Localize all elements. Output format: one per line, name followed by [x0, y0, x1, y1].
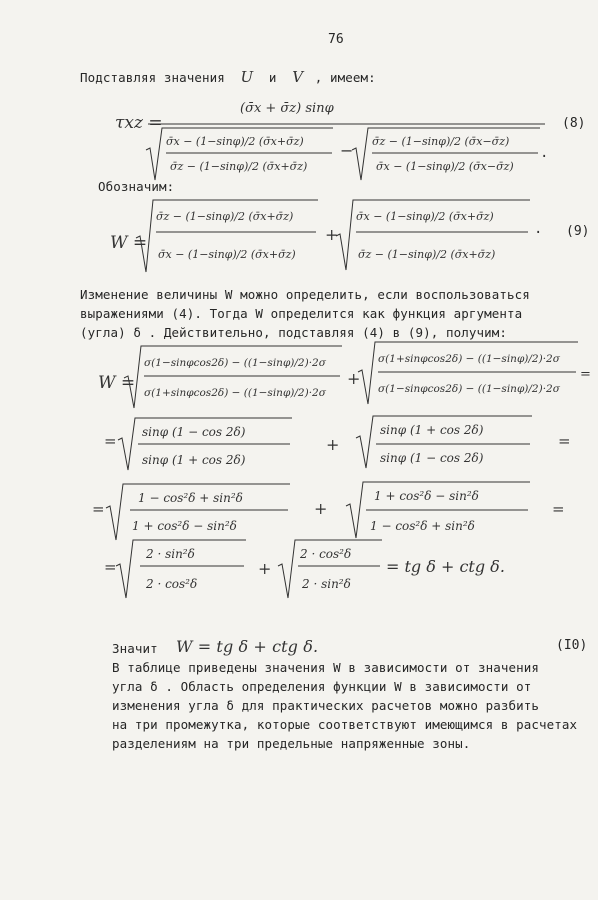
- d3-r2-top: 1 + cos²δ − sin²δ: [374, 489, 479, 503]
- d2-r2-top: sinφ (1 + cos 2δ): [380, 423, 484, 437]
- eq10-number: (I0): [556, 638, 588, 653]
- eq10-label: Значит: [112, 641, 158, 656]
- eq8-numerator: (σ̄x + σ̄z) sinφ: [240, 101, 334, 116]
- d1-r1-top: σ(1−sinφcos2δ) − ((1−sinφ)/2)·2σ: [144, 357, 326, 369]
- denote-label: Обозначим:: [98, 179, 175, 194]
- eq8-root2-bottom: σ̄x − (1−sinφ)/2 (σ̄x−σ̄z): [376, 160, 514, 173]
- d4-r2-bottom: 2 · sin²δ: [302, 577, 351, 591]
- d1-lhs: W =: [98, 373, 136, 393]
- eq8-root2-top: σ̄z − (1−sinφ)/2 (σ̄x−σ̄z): [372, 135, 510, 148]
- derivation-line-4: [104, 540, 505, 598]
- d4-r2-top: 2 · cos²δ: [300, 547, 352, 561]
- d2-r2-bottom: sinφ (1 − cos 2δ): [380, 451, 484, 465]
- derivation-line-2: [104, 416, 571, 470]
- paragraph-2-line: В таблице приведены значения W в зависимости от значения: [112, 660, 540, 675]
- equation-9: [110, 200, 542, 272]
- eq8-root1-top: σ̄x − (1−sinφ)/2 (σ̄x+σ̄z): [166, 135, 304, 148]
- intro-conj: и: [268, 70, 277, 85]
- derivation-line-1: [98, 342, 591, 408]
- d4-lead: =: [104, 558, 117, 576]
- paragraph-2-line: на три промежутка, которые соответствуют имеющимся в расчетах: [112, 717, 578, 732]
- d4-r1-bottom: 2 · cos²δ: [146, 577, 198, 591]
- d2-trail: =: [558, 432, 571, 450]
- paragraph-2-line: изменения угла δ для практических расчетов можно разбить: [112, 698, 540, 713]
- derivation-line-3: [92, 482, 565, 540]
- d3-r1-bottom: 1 + cos²δ − sin²δ: [132, 519, 237, 533]
- intro-var-v: V: [292, 68, 304, 86]
- d3-trail: =: [552, 500, 565, 518]
- equation-8: [115, 101, 548, 180]
- eq8-minus: −: [340, 141, 354, 160]
- intro-text-before: Подставляя значения: [80, 70, 225, 85]
- d3-lead: =: [92, 500, 105, 518]
- eq9-lhs: W =: [110, 233, 148, 253]
- d2-r1-top: sinφ (1 − cos 2δ): [142, 425, 246, 439]
- d1-plus: +: [347, 369, 361, 388]
- d4-result: = tg δ + ctg δ.: [386, 557, 505, 576]
- page-number: 76: [328, 32, 344, 47]
- eq8-number: (8): [562, 116, 586, 131]
- paragraph-2-line: разделениям на три предельные напряженные зоны.: [112, 736, 471, 751]
- d1-r1-bottom: σ(1+sinφcos2δ) − ((1−sinφ)/2)·2σ: [144, 387, 326, 399]
- d3-plus: +: [314, 499, 328, 518]
- paragraph-1-line: Изменение величины W можно определить, если воспользоваться: [80, 287, 530, 302]
- svg-text:.: .: [540, 145, 549, 161]
- d3-r1-top: 1 − cos²δ + sin²δ: [138, 491, 243, 505]
- eq9-root1-bottom: σ̄x − (1−sinφ)/2 (σ̄x+σ̄z): [158, 248, 296, 261]
- eq9-number: (9): [566, 224, 590, 239]
- eq8-lhs: τxz =: [115, 113, 163, 133]
- eq9-root1-top: σ̄z − (1−sinφ)/2 (σ̄x+σ̄z): [156, 210, 294, 223]
- eq9-plus: +: [325, 225, 339, 244]
- d2-lead: =: [104, 432, 117, 450]
- eq10-formula: W = tg δ + ctg δ.: [176, 637, 319, 656]
- paragraph-2-line: угла δ . Область определения функции W в зависимости от: [112, 679, 532, 694]
- svg-text:.: .: [534, 221, 543, 237]
- eq9-root2-top: σ̄x − (1−sinφ)/2 (σ̄x+σ̄z): [356, 210, 494, 223]
- paragraph-1-line: (угла) δ . Действительно, подставляя (4) в (9), получим:: [80, 325, 508, 340]
- eq8-root1-bottom: σ̄z − (1−sinφ)/2 (σ̄x+σ̄z): [170, 160, 308, 173]
- intro-var-u: U: [240, 68, 254, 86]
- eq9-root2-bottom: σ̄z − (1−sinφ)/2 (σ̄x+σ̄z): [358, 248, 496, 261]
- d2-r1-bottom: sinφ (1 + cos 2δ): [142, 453, 246, 467]
- intro-text-after: , имеем:: [314, 70, 376, 85]
- d4-r1-top: 2 · sin²δ: [146, 547, 195, 561]
- d1-r2-top: σ(1+sinφcos2δ) − ((1−sinφ)/2)·2σ: [378, 353, 560, 365]
- d1-trail: =: [580, 367, 591, 382]
- d1-r2-bottom: σ(1−sinφcos2δ) − ((1−sinφ)/2)·2σ: [378, 383, 560, 395]
- d4-plus: +: [258, 559, 272, 578]
- paragraph-1-line: выражениями (4). Тогда W определится как функция аргумента: [80, 306, 523, 321]
- d2-plus: +: [326, 435, 340, 454]
- d3-r2-bottom: 1 − cos²δ + sin²δ: [370, 519, 475, 533]
